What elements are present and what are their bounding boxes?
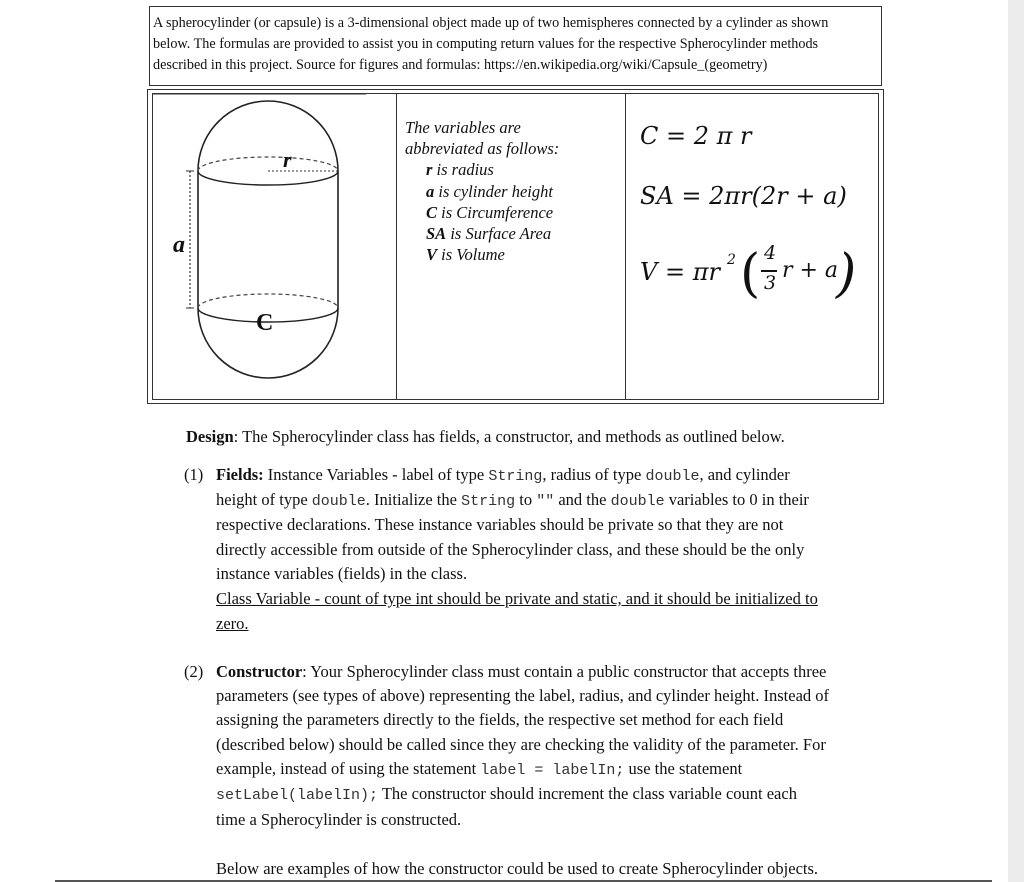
constructor-line: example, instead of using the statement label = labelIn; use the statement [216, 759, 743, 779]
circumference-formula: C = 2 π r [640, 122, 752, 150]
constructor-line: Constructor: Your Spherocylinder class must contain a public constructor that accepts three [216, 662, 827, 681]
volume-formula: V = πr 2 ( 4 3 r + a ) [640, 242, 857, 304]
fields-line: directly accessible from outside of the Spherocylinder class, and these should be the only [216, 540, 805, 559]
fields-line: respective declarations. These instance variables should be private so that they are not [216, 515, 784, 534]
examples-intro: Below are examples of how the constructor could be used to create Spherocylinder objects. [216, 859, 819, 878]
constructor-line: setLabel(labelIn); The constructor should increment the class variable count each [216, 784, 797, 804]
intro-line: A spherocylinder (or capsule) is a 3-dimensional object made up of two hemispheres connected by a cylinder as shown [153, 15, 829, 31]
variables-heading: abbreviated as follows: [405, 139, 560, 159]
variables-heading: The variables are [405, 118, 521, 137]
constructor-line: parameters (see types of above) representing the label, radius, and cylinder height. Instead of [216, 686, 830, 705]
capsule-diagram [153, 94, 396, 402]
variable-item: a is cylinder height [426, 181, 553, 201]
fields-number: (1) [184, 465, 204, 484]
constructor-line: (described below) should be called since they are checking the validity of the parameter. For [216, 735, 826, 754]
variables-list [405, 117, 559, 265]
fields-line: instance variables (fields) in the class. [216, 564, 468, 583]
surface-area-formula: SA = 2πr(2r + a) [640, 182, 847, 210]
intro-line: described in this project. Source for figures and formulas: https://en.wikipedia.org/wiki/Capsule_(geometry) [153, 57, 768, 73]
class-variable-line: zero. [216, 614, 249, 633]
variable-item: V is Volume [426, 245, 505, 265]
constructor-line: time a Spherocylinder is constructed. [216, 810, 462, 829]
intro-box [149, 6, 882, 86]
variable-item: SA is Surface Area [426, 224, 552, 244]
formulas-cell [626, 94, 878, 399]
fields-line: height of type double. Initialize the String to "" and the double variables to 0 in their [216, 490, 809, 510]
design-line: Design: The Spherocylinder class has fields, a constructor, and methods as outlined below. [186, 427, 785, 446]
variable-item: r is radius [426, 160, 494, 180]
scrollbar-track[interactable] [1008, 0, 1024, 882]
constructor-line: assigning the parameters directly to the fields, the respective set method for each field [216, 710, 784, 729]
variable-item: C is Circumference [426, 202, 554, 222]
constructor-number: (2) [184, 662, 204, 681]
label-a: a [173, 232, 185, 258]
figure-table [147, 89, 884, 404]
label-r: r [283, 147, 292, 172]
label-c: C [256, 310, 274, 336]
intro-line: below. The formulas are provided to assist you in computing return values for the respective Spherocylinder methods [153, 36, 819, 52]
fields-line: Fields: Instance Variables - label of type String, radius of type double, and cylinder [216, 465, 790, 485]
capsule-figure-cell [153, 94, 397, 399]
variables-cell [397, 94, 626, 399]
class-variable-line: Class Variable - count of type int should be private and static, and it should be initialized to [216, 589, 818, 608]
